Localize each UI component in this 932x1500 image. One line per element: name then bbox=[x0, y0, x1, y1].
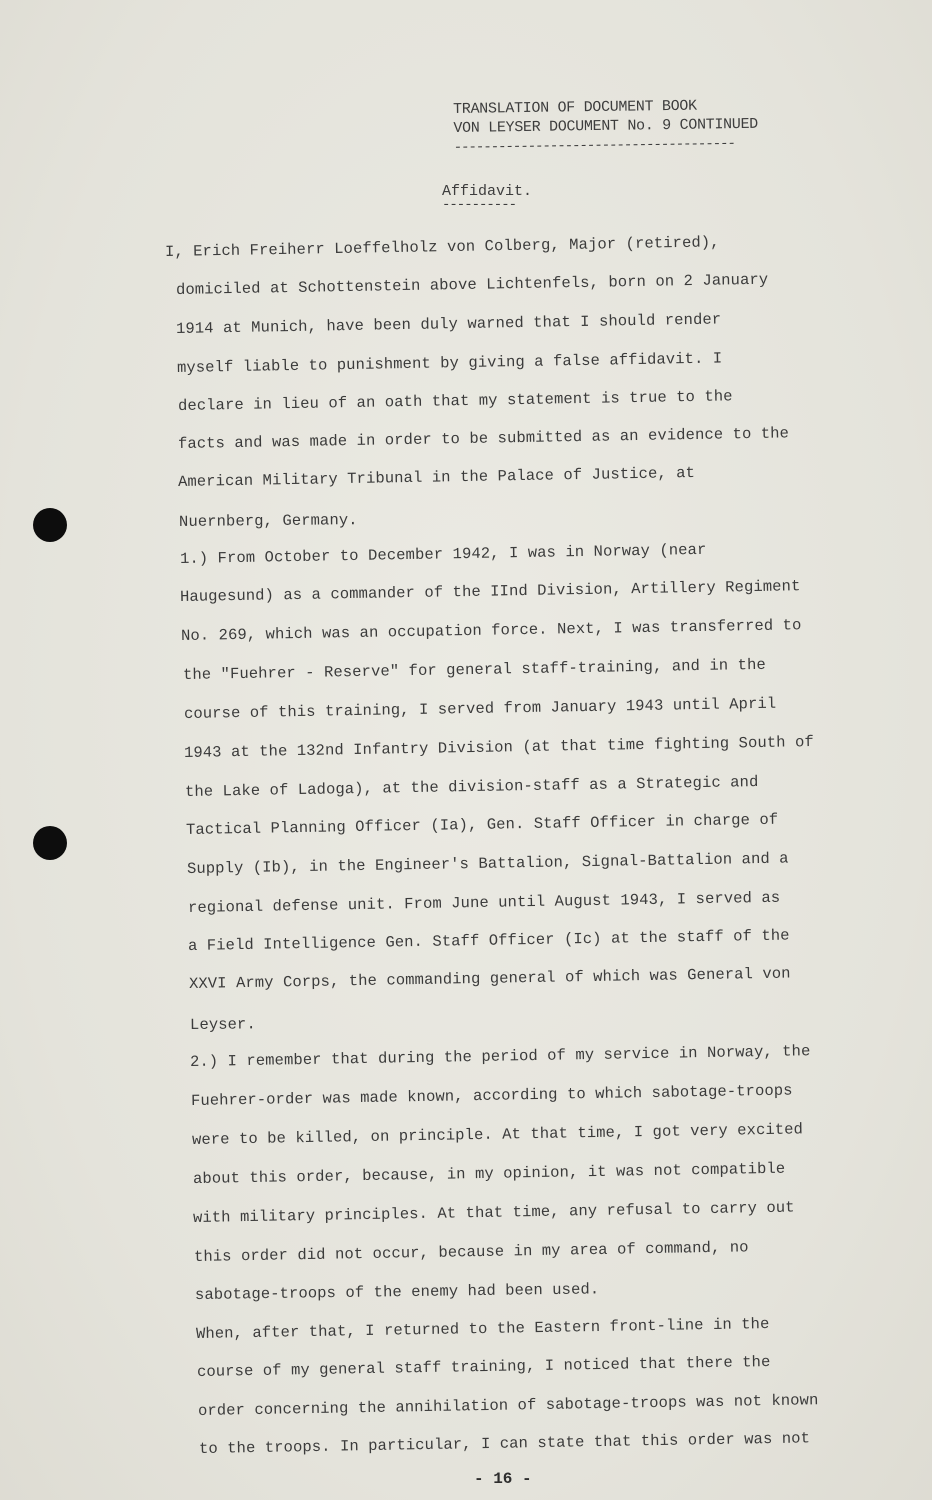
header-rule: -------------------------------------- bbox=[453, 136, 736, 156]
body-line: the Lake of Ladoga), at the division-staff as a Strategic and bbox=[184, 772, 759, 801]
body-line: I, Erich Freiherr Loeffelholz von Colberg, Major (retired), bbox=[164, 233, 720, 261]
body-line: about this order, because, in my opinion, it was not compatible bbox=[192, 1159, 786, 1188]
body-line: myself liable to punishment by giving a false affidavit. I bbox=[176, 349, 723, 377]
body-line: Haugesund) as a commander of the IInd Division, Artillery Regiment bbox=[179, 577, 801, 606]
title-text: Affidavit. bbox=[442, 183, 533, 200]
body-line: American Military Tribunal in the Palace of Justice, at bbox=[177, 463, 696, 491]
body-line: the "Fuehrer - Reserve" for general staff-training, and in the bbox=[182, 655, 766, 684]
body-line: course of this training, I served from January 1943 until April bbox=[183, 694, 777, 723]
body-line: facts and was made in order to be submitted as an evidence to the bbox=[177, 424, 790, 453]
body-line: 2.) I remember that during the period of my service in Norway, the bbox=[189, 1042, 811, 1071]
body-line: 1914 at Munich, have been duly warned that I should render bbox=[175, 310, 722, 338]
body-line: No. 269, which was an occupation force. Next, I was transferred to bbox=[180, 616, 802, 645]
body-line: to the troops. In particular, I can state that this order was not bbox=[198, 1429, 811, 1458]
body-line: sabotage-troops of the enemy had been used. bbox=[194, 1280, 600, 1304]
body-line: When, after that, I returned to the Eastern front-line in the bbox=[195, 1314, 770, 1343]
page-number: - 16 - bbox=[474, 1470, 532, 1488]
body-line: regional defense unit. From June until August 1943, I served as bbox=[187, 888, 781, 917]
body-line: Supply (Ib), in the Engineer's Battalion, Signal-Battalion and a bbox=[186, 849, 789, 878]
header-line-2: VON LEYSER DOCUMENT No. 9 CONTINUED bbox=[453, 115, 759, 137]
body-line: declare in lieu of an oath that my statement is true to the bbox=[177, 387, 733, 415]
body-line: Fuehrer-order was made known, according to which sabotage-troops bbox=[190, 1081, 793, 1110]
body-line: Tactical Planning Officer (Ia), Gen. Staff Officer in charge of bbox=[185, 810, 779, 839]
header-line-1: TRANSLATION OF DOCUMENT BOOK bbox=[453, 97, 697, 118]
body-line: 1.) From October to December 1942, I was in Norway (near bbox=[179, 540, 707, 568]
body-line: XXVI Army Corps, the commanding general of which was General von bbox=[188, 964, 791, 993]
body-line: Nuernberg, Germany. bbox=[178, 511, 358, 531]
body-line: Leyser. bbox=[189, 1015, 256, 1034]
body-line: a Field Intelligence Gen. Staff Officer (Ic) at the staff of the bbox=[187, 926, 790, 955]
body-line: course of my general staff training, I noticed that there the bbox=[196, 1352, 771, 1381]
body-line: order concerning the annihilation of sabotage-troops was not known bbox=[197, 1391, 819, 1420]
body-line: were to be killed, on principle. At that time, I got very excited bbox=[191, 1120, 804, 1149]
body-line: with military principles. At that time, any refusal to carry out bbox=[192, 1198, 795, 1227]
body-line: domiciled at Schottenstein above Lichtenfels, born on 2 January bbox=[175, 270, 769, 299]
body-line: this order did not occur, because in my area of command, no bbox=[193, 1238, 749, 1266]
title-rule: ---------- bbox=[442, 197, 517, 213]
body-line: 1943 at the 132nd Infantry Division (at that time fighting South of bbox=[183, 733, 814, 762]
